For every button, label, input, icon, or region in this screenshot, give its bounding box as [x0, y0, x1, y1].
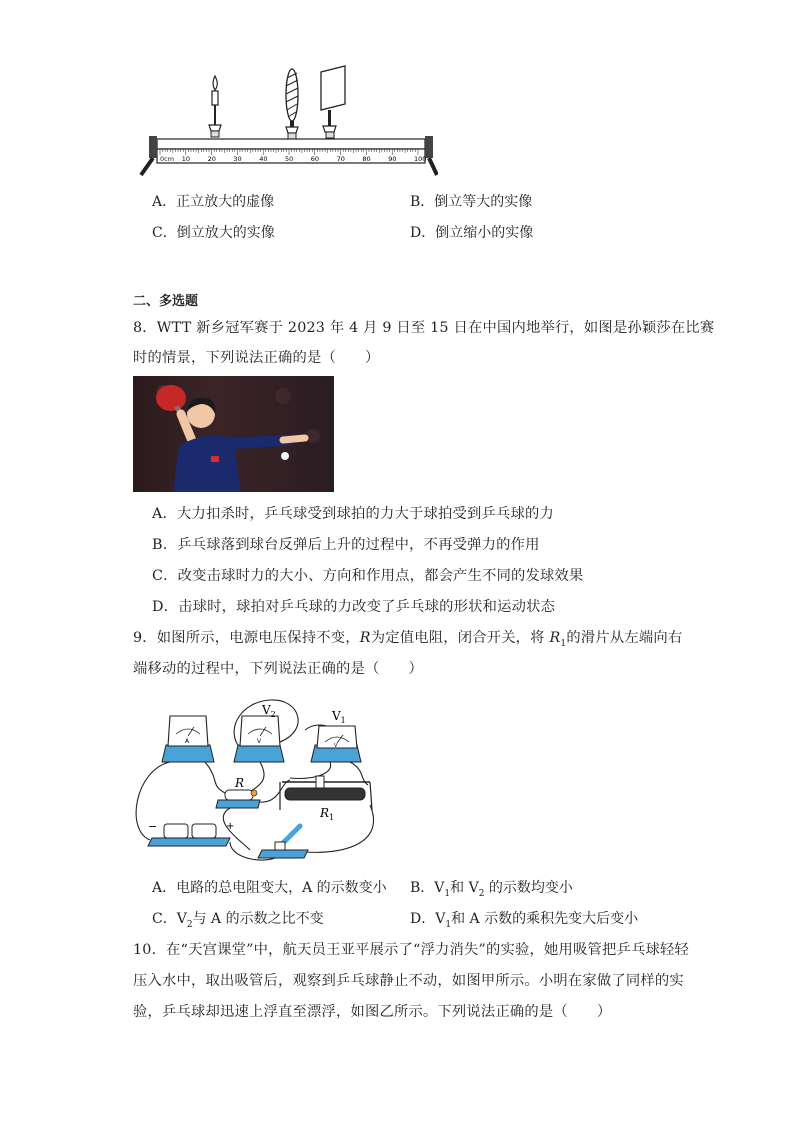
voltmeter-v2-icon — [234, 703, 284, 762]
svg-text:V1: $V_1$ — [332, 709, 346, 725]
scale-tick-label: 40 — [259, 155, 268, 163]
ammeter-icon — [162, 716, 214, 762]
optical-bench-rail — [157, 139, 425, 149]
scale-tick-label: 70 — [336, 155, 345, 163]
scale-tick-label: 10 — [181, 155, 191, 163]
svg-text:R1: $R_1$ — [320, 806, 335, 822]
svg-text:+: + — [226, 821, 235, 832]
svg-text:V: V — [257, 738, 262, 745]
q8-stem-line1: 8．WTT 新乡冠军赛于 2023 年 4 月 9 日至 15 日在中国内地举行，如图是孙颖莎在比赛 — [133, 320, 715, 336]
q8-option-b: B．乒乓球落到球台反弹后上升的过程中，不再受弹力的作用 — [152, 537, 540, 553]
battery-icon — [148, 820, 234, 846]
resistor-symbol: R — [359, 630, 371, 646]
q10-stem-line3: 验，乒乓球却迅速上浮直至漂浮，如图乙所示。下列说法正确的是（ ） — [133, 1004, 612, 1020]
switch-icon — [258, 826, 308, 858]
q9-stem-line2: 端移动的过程中，下列说法正确的是（ ） — [133, 661, 423, 677]
q10-stem-line1: 10．在“天宫课堂”中，航天员王亚平展示了“浮力消失”的实验，她用吸管把乒乓球轻轻 — [133, 942, 690, 958]
q7-option-c: C．倒立放大的实像 — [152, 225, 275, 241]
screen-icon — [321, 66, 345, 138]
svg-text:V: V — [334, 743, 338, 749]
optical-bench-figure — [133, 60, 438, 180]
q9-option-a: A．电路的总电阻变大，A 的示数变小 — [152, 880, 387, 896]
svg-text:A: A — [185, 738, 190, 745]
q8-option-a: A．大力扣杀时，乒乓球受到球拍的力大于球拍受到乒乓球的力 — [152, 506, 554, 522]
q7-option-d: D．倒立缩小的实像 — [410, 225, 534, 241]
q10-stem-line2: 压入水中，取出吸管后，观察到乒乓球静止不动，如图甲所示。小明在家做了同样的实 — [133, 973, 684, 989]
table-tennis-photo — [133, 376, 334, 492]
svg-text:R: R — [235, 776, 245, 790]
q8-option-c: C．改变击球时力的大小、方向和作用点，都会产生不同的发球效果 — [152, 568, 584, 584]
svg-text:−: − — [148, 820, 158, 833]
q7-option-a: A．正立放大的虚像 — [152, 194, 275, 210]
q7-option-b: B．倒立等大的实像 — [410, 194, 533, 210]
scale-tick-label: 20 — [207, 155, 216, 163]
q8-stem-line2: 时的情景，下列说法正确的是（ ） — [133, 350, 380, 366]
section-title: 二、多选题 — [133, 294, 199, 309]
q9-option-d: D．$V_1$和 A 示数的乘积先变大后变小 — [410, 911, 639, 930]
scale-tick-label: 90 — [388, 155, 397, 163]
candle-icon — [209, 76, 221, 137]
scale-tick-label: 100 — [414, 155, 427, 163]
q8-option-d: D．击球时，球拍对乒乓球的力改变了乒乓球的形状和运动状态 — [152, 599, 556, 615]
q9-option-c: C．$V_2$与 A 的示数之比不变 — [152, 911, 324, 930]
scale-tick-label: 60 — [310, 155, 320, 163]
q9-stem-line1: 9．如图所示，电源电压保持不变，R为定值电阻，闭合开关，将 $R_1$的滑片从左端向右 — [133, 630, 683, 649]
scale-start-label: 0cm — [160, 155, 175, 163]
svg-text:V2: $V_2$ — [262, 703, 276, 719]
q9-option-b: B．$V_1$和 $V_2$ 的示数均变小 — [410, 880, 573, 899]
scale-tick-label: 80 — [362, 155, 371, 163]
circuit-figure — [130, 690, 385, 870]
convex-lens-icon — [286, 69, 298, 139]
voltmeter-v1-icon — [311, 709, 361, 762]
scale-tick-label: 50 — [285, 155, 294, 163]
scale-tick-label: 30 — [233, 155, 242, 163]
rheostat-icon — [280, 776, 372, 822]
